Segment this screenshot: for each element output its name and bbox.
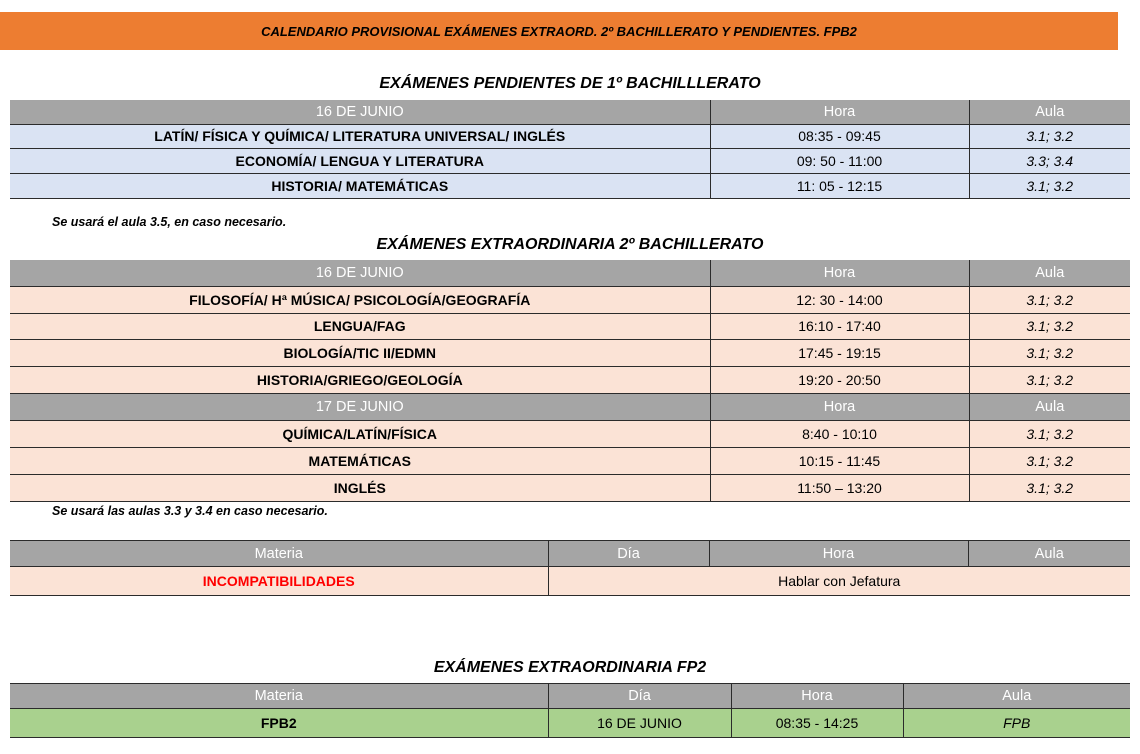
aula-cell: 3.3; 3.4 xyxy=(969,148,1130,173)
aula-cell: 3.1; 3.2 xyxy=(969,286,1130,313)
extraordinaria-note: Se usará las aulas 3.3 y 3.4 en caso necesario. xyxy=(52,504,328,518)
pendientes-title: EXÁMENES PENDIENTES DE 1º BACHILLLERATO xyxy=(379,75,761,92)
day-header: 16 DE JUNIO xyxy=(10,260,710,286)
aula-cell: 3.1; 3.2 xyxy=(969,339,1130,366)
subject-cell: LATÍN/ FÍSICA Y QUÍMICA/ LITERATURA UNIVERSAL/ INGLÉS xyxy=(10,124,710,148)
table-row xyxy=(10,148,1130,173)
aula-cell: 3.1; 3.2 xyxy=(969,366,1130,393)
subject-cell: ECONOMÍA/ LENGUA Y LITERATURA xyxy=(10,148,710,173)
incompatibilidades-table xyxy=(10,540,1130,596)
materia-header: Materia xyxy=(10,541,548,567)
hora-cell: 10:15 - 11:45 xyxy=(710,447,969,474)
subject-cell: HISTORIA/ MATEMÁTICAS xyxy=(10,173,710,198)
dia-header: Día xyxy=(548,541,709,567)
table-row xyxy=(10,339,1130,366)
table-header xyxy=(10,393,1130,420)
hora-header: Hora xyxy=(710,100,969,124)
aula-cell: 3.1; 3.2 xyxy=(969,173,1130,198)
aula-cell: FPB xyxy=(903,709,1130,738)
table-row xyxy=(10,366,1130,393)
extraordinaria-title: EXÁMENES EXTRAORDINARIA 2º BACHILLERATO xyxy=(376,236,764,253)
subject-cell: QUÍMICA/LATÍN/FÍSICA xyxy=(10,420,710,447)
pendientes-table xyxy=(10,100,1130,199)
day-header: 17 DE JUNIO xyxy=(10,393,710,420)
aula-header: Aula xyxy=(969,260,1130,286)
aula-header: Aula xyxy=(968,541,1130,567)
aula-cell: 3.1; 3.2 xyxy=(969,313,1130,339)
aula-cell: 3.1; 3.2 xyxy=(969,420,1130,447)
hora-header: Hora xyxy=(709,541,968,567)
table-row xyxy=(10,709,1130,738)
hora-cell: 19:20 - 20:50 xyxy=(710,366,969,393)
fp2-title: EXÁMENES EXTRAORDINARIA FP2 xyxy=(433,659,707,676)
subject-cell: HISTORIA/GRIEGO/GEOLOGÍA xyxy=(10,366,710,393)
extraordinaria-table xyxy=(10,260,1130,502)
table-row xyxy=(10,474,1130,501)
subject-cell: BIOLOGÍA/TIC II/EDMN xyxy=(10,339,710,366)
table-header xyxy=(10,541,1130,567)
aula-header: Aula xyxy=(903,684,1130,709)
hora-cell: 16:10 - 17:40 xyxy=(710,313,969,339)
incompatibilidades-value: Hablar con Jefatura xyxy=(548,567,1130,596)
hora-cell: 12: 30 - 14:00 xyxy=(710,286,969,313)
aula-cell: 3.1; 3.2 xyxy=(969,124,1130,148)
aula-header: Aula xyxy=(969,393,1130,420)
table-row xyxy=(10,124,1130,148)
hora-cell: 08:35 - 09:45 xyxy=(710,124,969,148)
aula-cell: 3.1; 3.2 xyxy=(969,447,1130,474)
subject-cell: FILOSOFÍA/ Hª MÚSICA/ PSICOLOGÍA/GEOGRAFÍA xyxy=(10,286,710,313)
subject-cell: LENGUA/FAG xyxy=(10,313,710,339)
dia-cell: 16 DE JUNIO xyxy=(548,709,731,738)
table-row xyxy=(10,567,1130,596)
subject-cell: MATEMÁTICAS xyxy=(10,447,710,474)
table-row xyxy=(10,286,1130,313)
table-header xyxy=(10,260,1130,286)
hora-cell: 08:35 - 14:25 xyxy=(731,709,903,738)
dia-header: Día xyxy=(548,684,731,709)
table-header xyxy=(10,100,1130,124)
aula-header: Aula xyxy=(969,100,1130,124)
table-row xyxy=(10,173,1130,198)
subject-cell: INGLÉS xyxy=(10,474,710,501)
hora-cell: 11: 05 - 12:15 xyxy=(710,173,969,198)
pendientes-note: Se usará el aula 3.5, en caso necesario. xyxy=(52,215,287,229)
hora-cell: 09: 50 - 11:00 xyxy=(710,148,969,173)
aula-cell: 3.1; 3.2 xyxy=(969,474,1130,501)
document-banner: CALENDARIO PROVISIONAL EXÁMENES EXTRAORD. 2º BACHILLERATO Y PENDIENTES. FPB2 xyxy=(0,12,1118,50)
table-row xyxy=(10,313,1130,339)
hora-header: Hora xyxy=(710,260,969,286)
day-header: 16 DE JUNIO xyxy=(10,100,710,124)
table-row xyxy=(10,447,1130,474)
hora-header: Hora xyxy=(731,684,903,709)
table-row xyxy=(10,420,1130,447)
incompatibilidades-label: INCOMPATIBILIDADES xyxy=(10,567,548,596)
hora-cell: 17:45 - 19:15 xyxy=(710,339,969,366)
materia-header: Materia xyxy=(10,684,548,709)
hora-header: Hora xyxy=(710,393,969,420)
materia-cell: FPB2 xyxy=(10,709,548,738)
hora-cell: 11:50 – 13:20 xyxy=(710,474,969,501)
hora-cell: 8:40 - 10:10 xyxy=(710,420,969,447)
fp2-table xyxy=(10,683,1130,738)
table-header xyxy=(10,684,1130,709)
